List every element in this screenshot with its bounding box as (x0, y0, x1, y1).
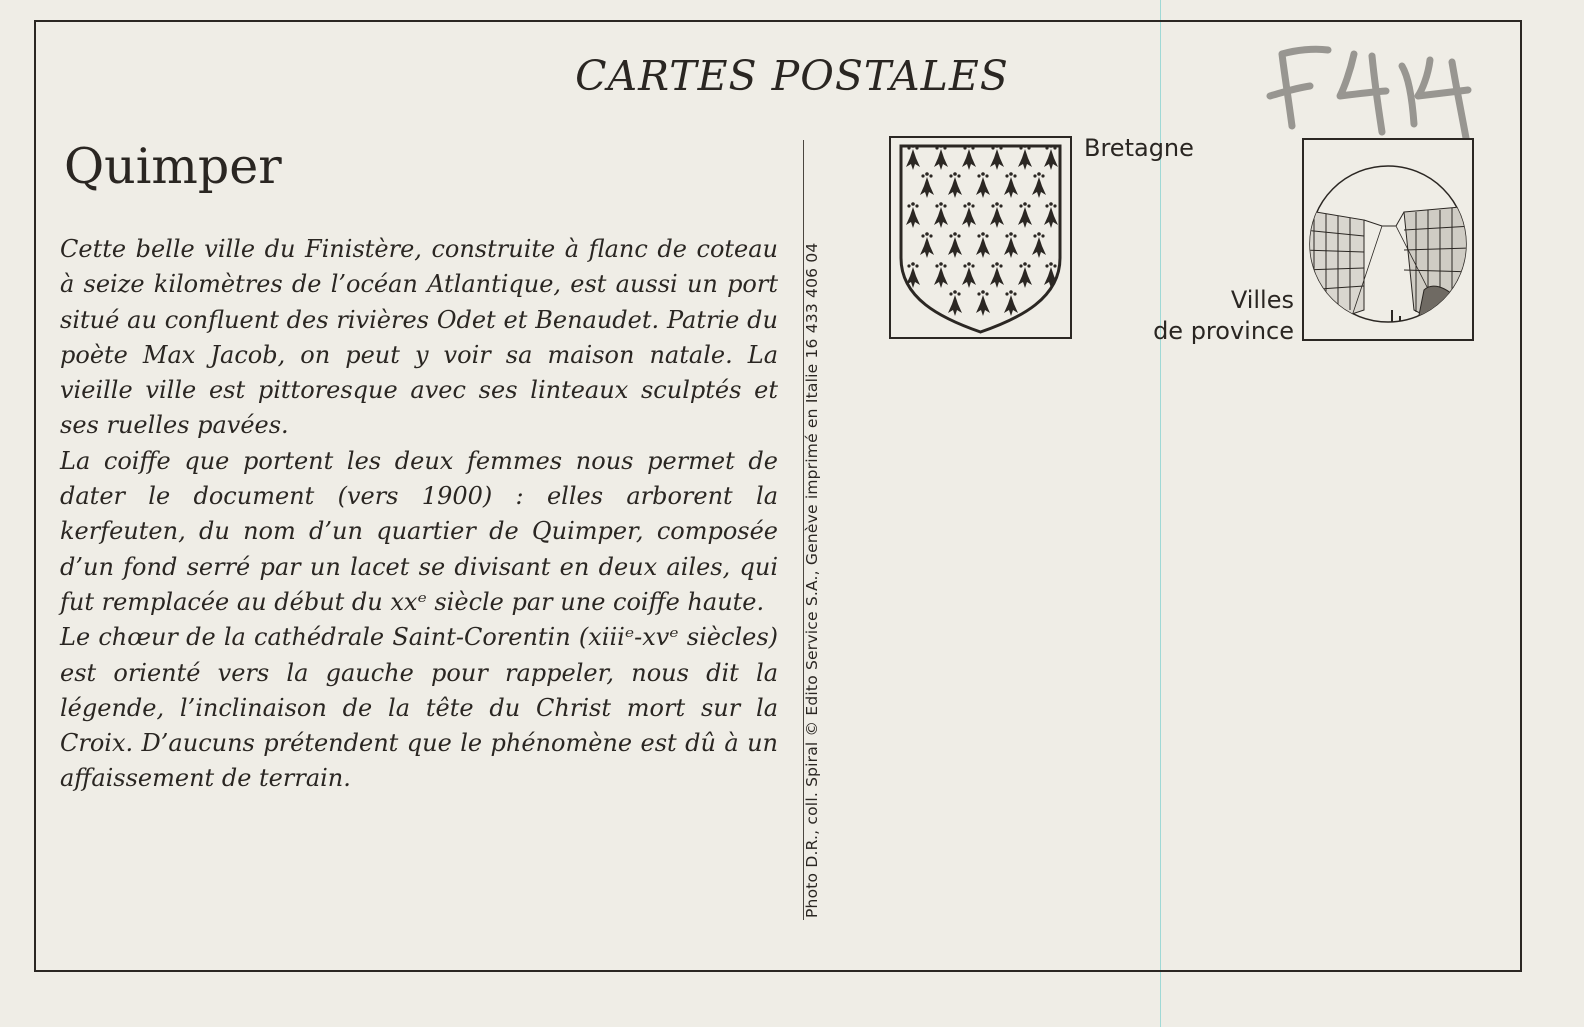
stamp-box (1302, 138, 1474, 341)
city-title: Quimper (64, 138, 282, 195)
description-paragraph: La coiffe que portent les deux femmes nous permet de dater le document (vers 1900) : elles arborent la kerfeuten, du nom d’un quartier de Quimper, composée d’un fond serré par un lacet se divisant en deux ailes, qui fut remplacée au début du xxᵉ siècle par une coiffe haute. (60, 446, 778, 616)
description-paragraph: Le chœur de la cathédrale Saint-Corentin (xiiiᵉ-xvᵉ siècles) est orienté vers la gauche pour rappeler, nous dit la légende, l’inclinaison de la tête du Christ mort sur la Croix. D’aucuns prétendent que le phénomène est dû à un affaissement de terrain. (60, 623, 778, 793)
series-label-line: Villes (1230, 286, 1294, 314)
region-label: Bretagne (1084, 134, 1194, 162)
series-label (1153, 285, 1294, 347)
street-scene-stamp-icon (1304, 140, 1472, 339)
publisher-credit: Photo D.R., coll. Spiral © Edito Service S.A., Genève imprimé en Italie 16 433 406 04 (803, 242, 821, 918)
coat-of-arms (889, 136, 1072, 339)
series-label-line: de province (1153, 317, 1294, 345)
description-text (60, 232, 778, 797)
ermine-shield-icon (891, 138, 1070, 337)
description-paragraph: Cette belle ville du Finistère, construite à flanc de coteau à seize kilomètres de l’océan Atlantique, est aussi un port situé au confluent des rivières Odet et Benaudet. Patrie du poète Max Jacob, on peut y voir sa maison natale. La vieille ville est pittoresque avec ses linteaux sculptés et ses ruelles pavées. (60, 235, 778, 440)
postcard-heading: CARTES POSTALES (575, 52, 1009, 100)
